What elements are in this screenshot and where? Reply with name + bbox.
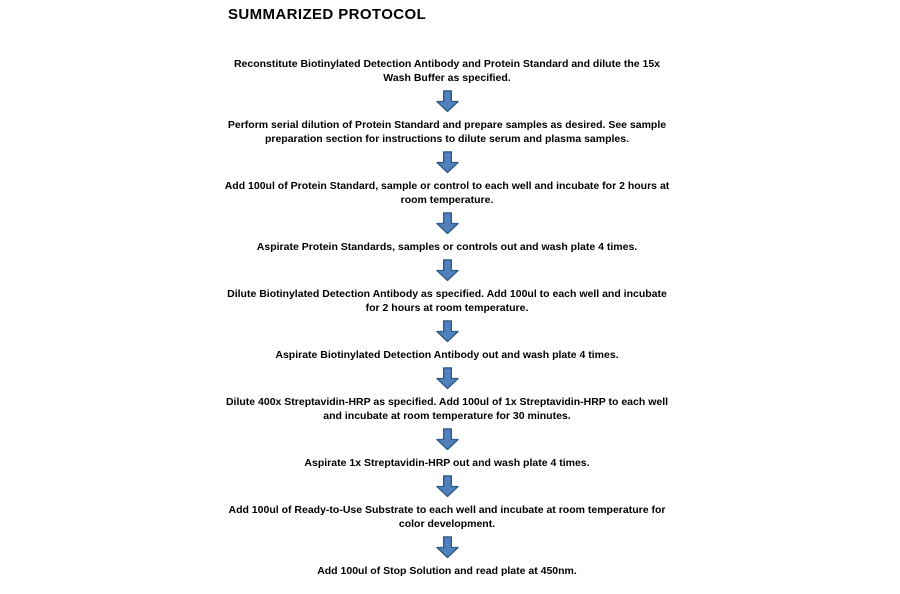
protocol-step-3: Add 100ul of Protein Standard, sample or control to each well and incubate for 2 hours at room temperature. bbox=[224, 180, 670, 206]
protocol-flowchart bbox=[223, 57, 671, 578]
protocol-document bbox=[223, 6, 671, 578]
down-arrow-shape bbox=[436, 321, 457, 342]
protocol-step-2: Perform serial dilution of Protein Standard and prepare samples as desired. See sample preparation section for instructions to dilute serum and plasma samples. bbox=[227, 119, 667, 145]
down-arrow-icon bbox=[435, 90, 460, 113]
down-arrow-icon bbox=[435, 212, 460, 235]
down-arrow-shape bbox=[436, 429, 457, 450]
down-arrow-icon bbox=[435, 320, 460, 343]
protocol-step-4: Aspirate Protein Standards, samples or controls out and wash plate 4 times. bbox=[256, 241, 638, 253]
page-title: SUMMARIZED PROTOCOL bbox=[228, 6, 427, 23]
down-arrow-shape bbox=[436, 476, 457, 497]
down-arrow-shape bbox=[436, 537, 457, 558]
down-arrow-shape bbox=[436, 91, 457, 112]
protocol-step-8: Aspirate 1x Streptavidin-HRP out and wash plate 4 times. bbox=[304, 457, 590, 469]
protocol-step-7: Dilute 400x Streptavidin-HRP as specified. Add 100ul of 1x Streptavidin-HRP to each well and incubate at room temperature for 30 minutes. bbox=[225, 396, 669, 422]
protocol-step-9: Add 100ul of Ready-to-Use Substrate to each well and incubate at room temperature for color development. bbox=[228, 504, 666, 530]
protocol-step-5: Dilute Biotinylated Detection Antibody as specified. Add 100ul to each well and incubate for 2 hours at room temperature. bbox=[227, 288, 667, 314]
down-arrow-icon bbox=[435, 475, 460, 498]
down-arrow-icon bbox=[435, 259, 460, 282]
down-arrow-icon bbox=[435, 151, 460, 174]
protocol-step-1: Reconstitute Biotinylated Detection Antibody and Protein Standard and dilute the 15x Wash Buffer as specified. bbox=[233, 58, 661, 84]
down-arrow-icon bbox=[435, 367, 460, 390]
down-arrow-shape bbox=[436, 213, 457, 234]
down-arrow-icon bbox=[435, 428, 460, 451]
protocol-step-10: Add 100ul of Stop Solution and read plate at 450nm. bbox=[317, 565, 577, 577]
down-arrow-icon bbox=[435, 536, 460, 559]
down-arrow-shape bbox=[436, 260, 457, 281]
down-arrow-shape bbox=[436, 152, 457, 173]
down-arrow-shape bbox=[436, 368, 457, 389]
protocol-step-6: Aspirate Biotinylated Detection Antibody out and wash plate 4 times. bbox=[275, 349, 619, 361]
